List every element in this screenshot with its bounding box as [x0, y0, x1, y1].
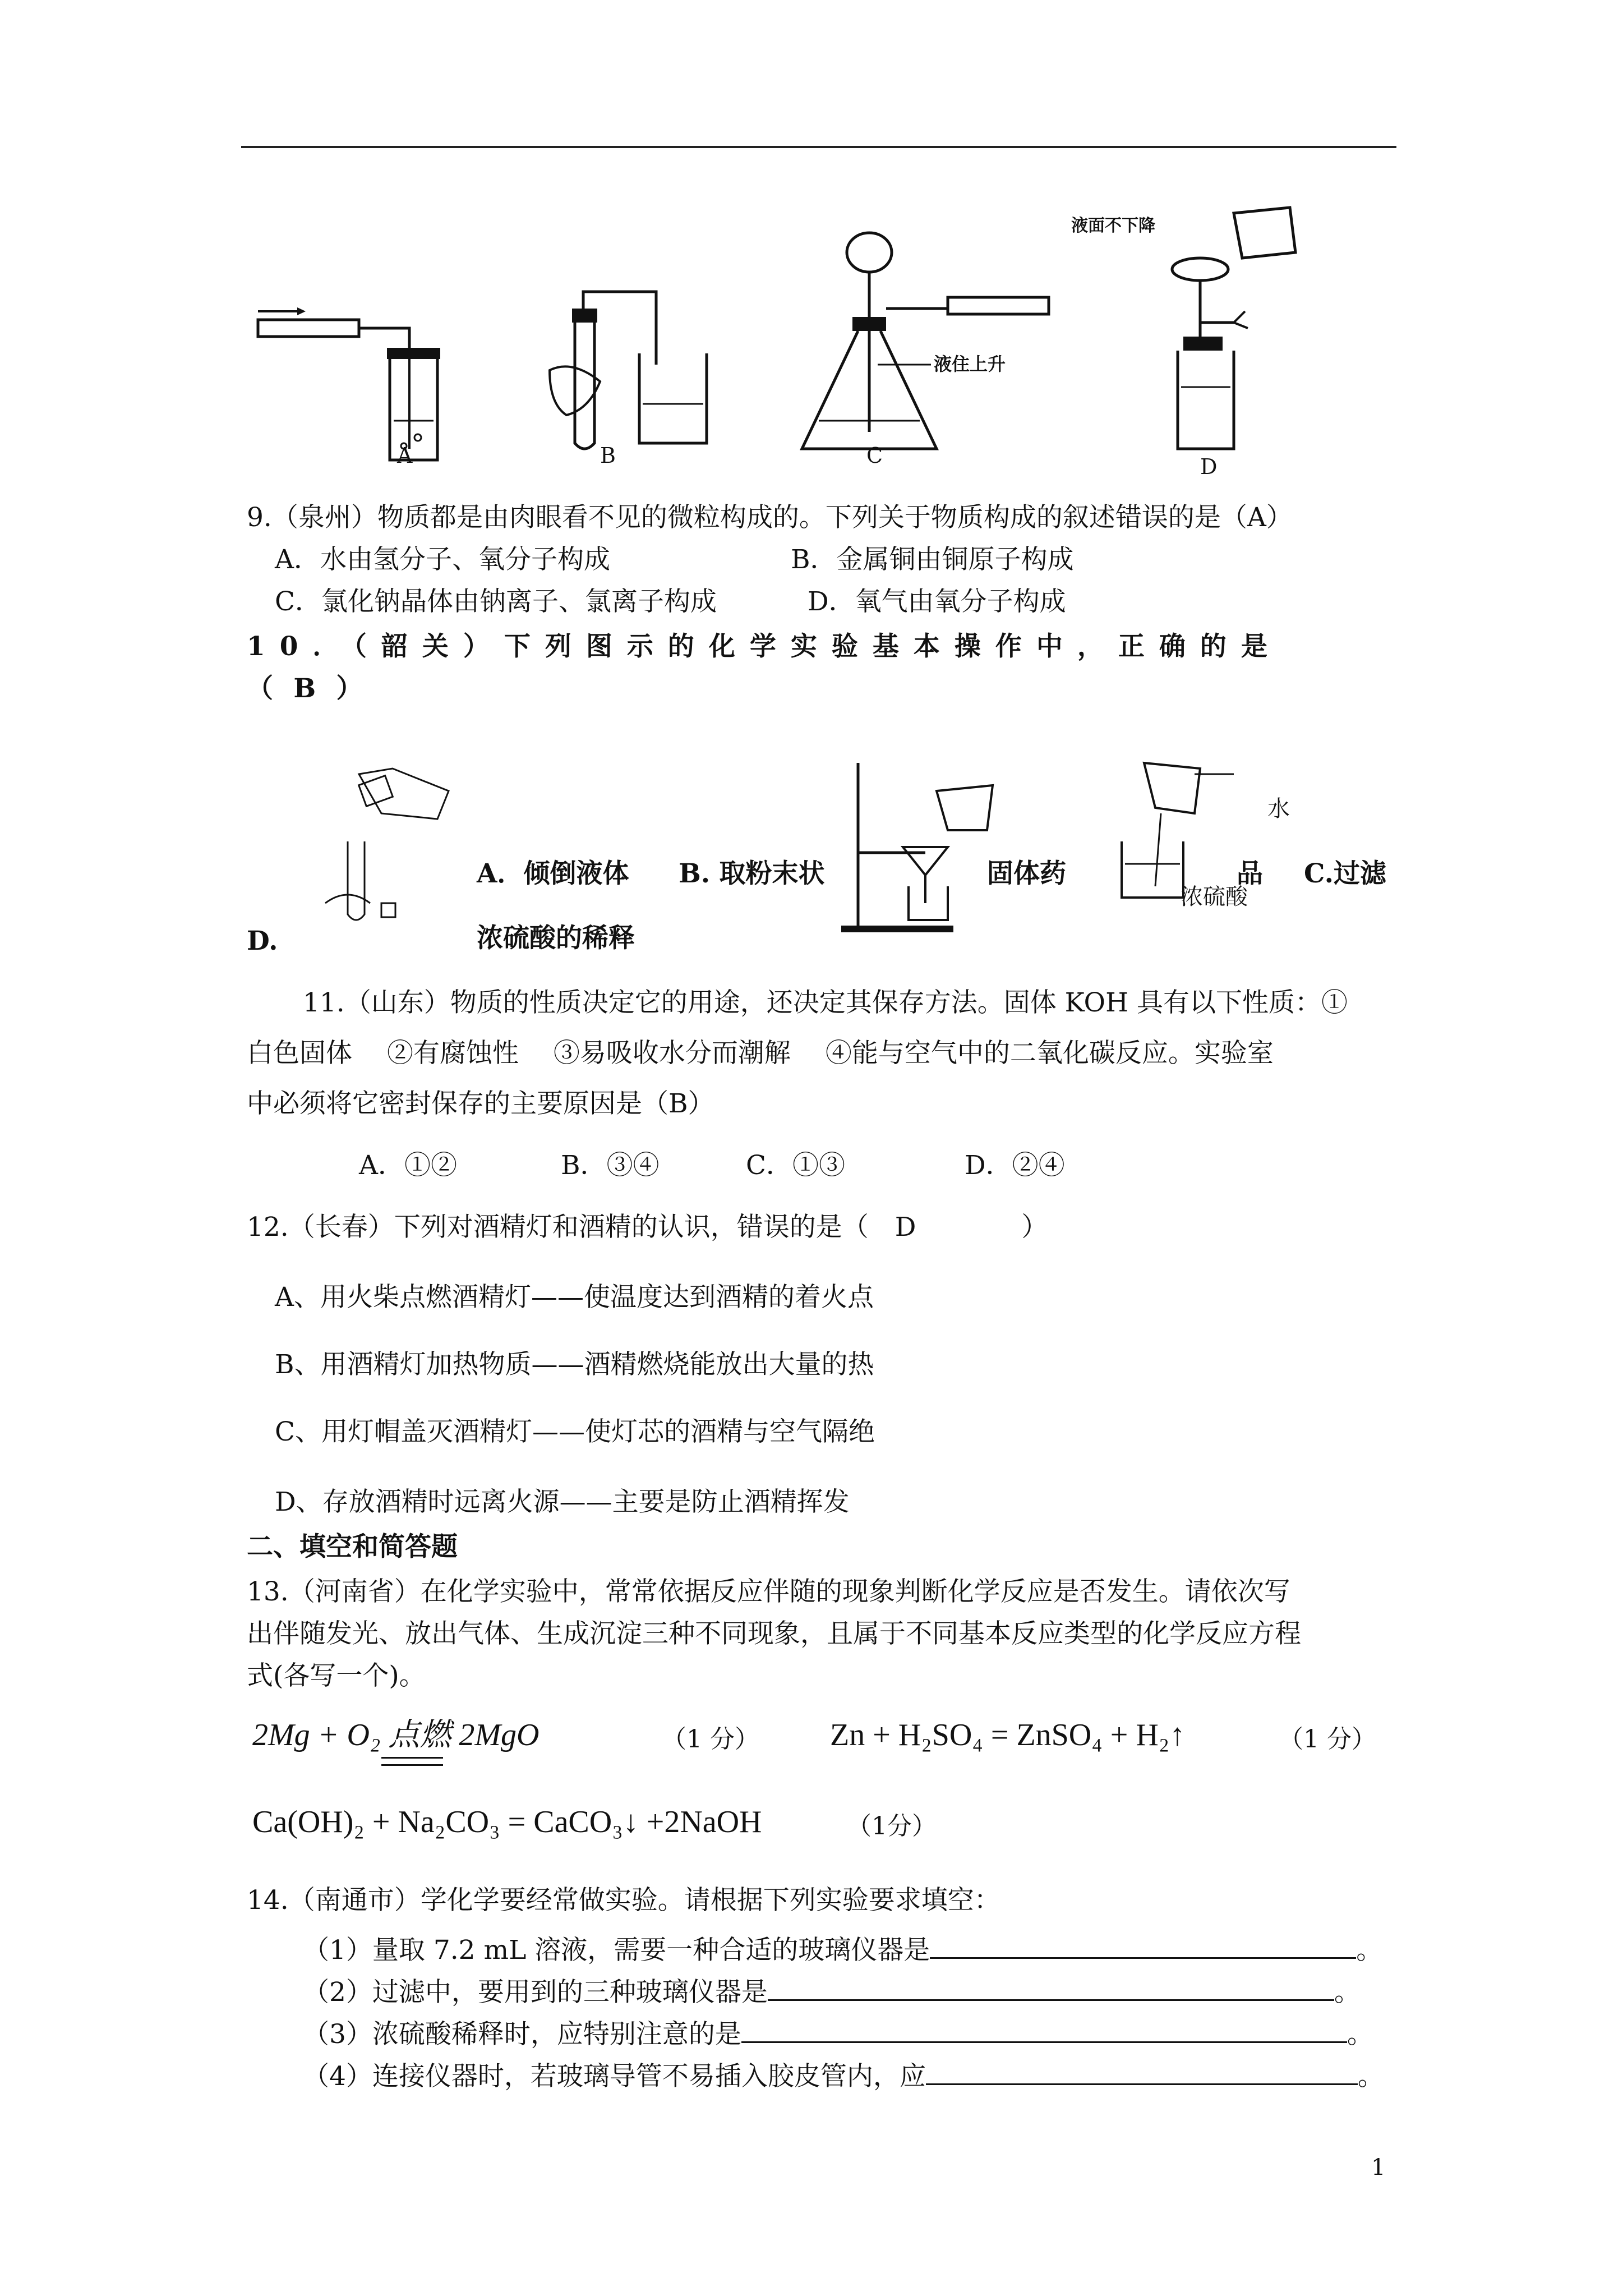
figure-label-d: D — [1200, 454, 1218, 479]
q10-option-d-label: D. — [247, 926, 278, 956]
equation-2: Zn + H₂SO₄ = ZnSO₄ + H₂↑ — [830, 1718, 1186, 1752]
equation-3-score: （1分） — [847, 1812, 937, 1841]
q14-item-2 — [303, 1975, 1361, 2008]
q14-item-3-text: （3）浓硫酸稀释时，应特别注意的是 — [303, 2019, 741, 2050]
q12-option-d: D、存放酒精时远离火源——主要是防止酒精挥发 — [275, 1487, 850, 1517]
q9-option-d: D．氧气由氧分子构成 — [808, 586, 1066, 617]
header-rule — [241, 146, 1396, 148]
q11-option-c: C．①③ — [746, 1150, 845, 1181]
q14-answer-1[interactable] — [930, 1932, 1356, 1959]
q14-item-3 — [303, 2017, 1373, 2050]
equation-1-score: （1 分） — [662, 1725, 759, 1754]
q10-option-b-end: 品 — [1237, 858, 1263, 889]
equation-1: 2Mg + O₂ 点燃 2MgO — [252, 1718, 540, 1752]
apparatus-figure-c — [785, 224, 1066, 488]
q14-item-1-text: （1）量取 7.2 mL 溶液，需要一种合适的玻璃仪器是 — [303, 1935, 930, 1966]
figure-label-b: B — [600, 443, 616, 468]
q14-item-4 — [303, 2059, 1384, 2092]
q11-option-a: A．①② — [359, 1150, 457, 1181]
q14-item-2-text: （2）过滤中，要用到的三种玻璃仪器是 — [303, 1977, 768, 2008]
q10-option-a: A．倾倒液体 — [477, 858, 629, 889]
q10-option-b: B. 取粉末状 — [679, 858, 825, 889]
q14-item-1-end: 。 — [1356, 1935, 1383, 1966]
q9-stem: 9.（泉州）物质都是由肉眼看不见的微粒构成的。下列关于物质构成的叙述错误的是（A） — [247, 502, 1293, 533]
q14-stem: 14.（南通市）学化学要经常做实验。请根据下列实验要求填空： — [247, 1885, 1000, 1916]
q11-option-b: B．③④ — [561, 1150, 660, 1181]
q9-option-a: A．水由氢分子、氧分子构成 — [275, 544, 610, 575]
q14-item-1 — [303, 1932, 1382, 1966]
page-number: 1 — [1371, 2155, 1386, 2180]
equation-3: Ca(OH)₂ + Na₂CO₃ = CaCO₃↓ +2NaOH — [252, 1805, 762, 1839]
q10-stem-line2: （ B ） — [247, 673, 368, 704]
q12-option-a: A、用火柴点燃酒精灯——使温度达到酒精的着火点 — [275, 1282, 874, 1313]
acid-label: 浓硫酸 — [1181, 884, 1248, 910]
q14-answer-4[interactable] — [926, 2059, 1358, 2085]
section-heading: 二、填空和简答题 — [247, 1531, 458, 1562]
figure-d-annotation: 液面不下降 — [1071, 216, 1155, 236]
q10-option-d: 浓硫酸的稀释 — [477, 923, 635, 954]
q9-option-b: B．金属铜由铜原子构成 — [791, 544, 1074, 575]
apparatus-figure-d — [1122, 202, 1312, 482]
q12-option-b: B、用酒精灯加热物质——酒精燃烧能放出大量的热 — [275, 1349, 874, 1380]
q14-item-4-text: （4）连接仪器时，若玻璃导管不易插入胶皮管内，应 — [303, 2061, 926, 2092]
figure-c-annotation: 液住上升 — [934, 353, 1006, 375]
q14-item-2-end: 。 — [1334, 1977, 1361, 2008]
q13-line1: 13.（河南省）在化学实验中，常常依据反应伴随的现象判断化学反应是否发生。请依次写 — [247, 1576, 1290, 1607]
q14-item-4-end: 。 — [1357, 2061, 1384, 2092]
q13-line3: 式(各写一个)。 — [247, 1660, 426, 1691]
q11-line1: 11.（山东）物质的性质决定它的用途，还决定其保存方法。固体 KOH 具有以下性质：① — [303, 987, 1348, 1018]
q12-stem: 12.（长春）下列对酒精灯和酒精的认识，错误的是（ D ） — [247, 1212, 1048, 1243]
q12-option-c: C、用灯帽盖灭酒精灯——使灯芯的酒精与空气隔绝 — [275, 1416, 875, 1447]
q10-option-b-cont: 固体药 — [987, 858, 1066, 889]
pour-liquid-illustration — [303, 757, 460, 948]
apparatus-figure-a — [247, 297, 482, 488]
q14-item-3-end: 。 — [1347, 2019, 1373, 2050]
q13-line2: 出伴随发光、放出气体、生成沉淀三种不同现象，且属于不同基本反应类型的化学反应方程 — [247, 1618, 1301, 1649]
figure-label-a: A — [397, 443, 413, 468]
q10-option-c: C.过滤 — [1304, 858, 1386, 889]
q11-line2: 白色固体 ②有腐蚀性 ③易吸收水分而潮解 ④能与空气中的二氧化碳反应。实验室 — [247, 1038, 1274, 1069]
equation-2-score: （1 分） — [1279, 1725, 1376, 1754]
q11-option-d: D．②④ — [965, 1150, 1065, 1181]
q10-stem-line1: 10．（韶关）下列图示的化学实验基本操作中，正确的是 — [247, 631, 1282, 662]
equation-1-underline — [381, 1757, 443, 1766]
q14-answer-2[interactable] — [768, 1975, 1334, 2001]
q14-answer-3[interactable] — [741, 2017, 1347, 2043]
apparatus-figure-b — [538, 275, 740, 488]
q9-option-c: C．氯化钠晶体由钠离子、氯离子构成 — [275, 586, 717, 617]
q11-line3: 中必须将它密封保存的主要原因是（B） — [247, 1088, 714, 1119]
figure-label-c: C — [866, 443, 883, 468]
water-label: 水 — [1267, 796, 1290, 822]
filtration-illustration — [836, 757, 1015, 948]
acid-dilution-illustration — [1110, 757, 1256, 903]
